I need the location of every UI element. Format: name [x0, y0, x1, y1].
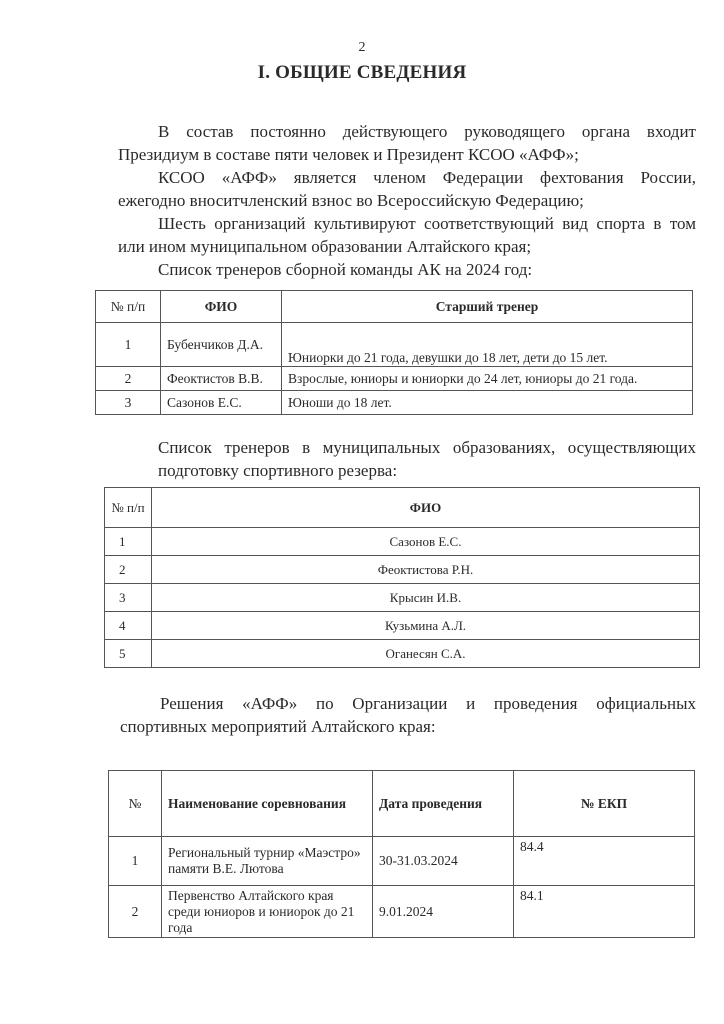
row-number: 1 [96, 323, 161, 367]
coach-name: Бубенчиков Д.А. [161, 323, 282, 367]
row-number: 1 [109, 837, 162, 886]
table-row [105, 640, 700, 668]
coach-name: Сазонов Е.С. [152, 528, 700, 556]
column-header: Дата проведения [373, 771, 514, 837]
row-number: 2 [105, 556, 152, 584]
table-row [96, 391, 693, 415]
competition-name: Первенство Алтайского края среди юниоров и юниорок до 21 года [162, 886, 373, 938]
municipal-coaches-table [104, 487, 700, 668]
paragraph-line: ежегодно вноситчленский взнос во Всероссийскую Федерацию; [118, 191, 584, 210]
column-header: Наименование соревнования [162, 771, 373, 837]
column-header: № ЕКП [514, 771, 695, 837]
coach-name: Сазонов Е.С. [161, 391, 282, 415]
coach-name: Кузьмина А.Л. [152, 612, 700, 640]
coach-name: Крысин И.В. [152, 584, 700, 612]
paragraph-line: Президиум в составе пяти человек и Президент КСОО «АФФ»; [118, 145, 579, 164]
competitions-table [108, 770, 695, 938]
column-header: ФИО [152, 488, 700, 528]
row-number: 2 [109, 886, 162, 938]
team-coaches-table [95, 290, 693, 415]
paragraph-line: Список тренеров сборной команды АК на 2024 год: [158, 260, 533, 279]
paragraph-membership [118, 166, 696, 212]
section-heading: I. ОБЩИЕ СВЕДЕНИЯ [257, 62, 467, 83]
column-header: № п/п [96, 291, 161, 323]
competition-date: 9.01.2024 [373, 886, 514, 938]
coach-name: Феоктистова Р.Н. [152, 556, 700, 584]
paragraph-line: Шесть организаций культивируют соответствующий вид спорта в том [158, 214, 696, 233]
paragraph-organizations [118, 212, 696, 258]
paragraph-line: или ином муниципальном образовании Алтайского края; [118, 237, 532, 256]
table-header-row [96, 291, 693, 323]
competition-name: Региональный турнир «Маэстро» памяти В.Е. Лютова [162, 837, 373, 886]
coach-name: Оганесян С.А. [152, 640, 700, 668]
table-row [96, 323, 693, 367]
row-number: 5 [105, 640, 152, 668]
table-row [109, 886, 695, 938]
column-header: Старший тренер [282, 291, 693, 323]
table-header-row [109, 771, 695, 837]
competition-date: 30-31.03.2024 [373, 837, 514, 886]
table-row [105, 584, 700, 612]
coach-groups: Юниорки до 21 года, девушки до 18 лет, дети до 15 лет. [282, 323, 693, 367]
column-header: № [109, 771, 162, 837]
table-row [105, 612, 700, 640]
row-number: 1 [105, 528, 152, 556]
row-number: 2 [96, 367, 161, 391]
row-number: 3 [105, 584, 152, 612]
paragraph-line: Список тренеров в муниципальных образованиях, осуществляющих [158, 438, 696, 457]
page-number: 2 [358, 40, 366, 55]
paragraph-competitions-intro [120, 692, 696, 738]
ekp-number: 84.4 [514, 837, 695, 886]
coach-groups: Юноши до 18 лет. [282, 391, 693, 415]
row-number: 4 [105, 612, 152, 640]
row-number: 3 [96, 391, 161, 415]
paragraph-line: подготовку спортивного резерва: [158, 461, 398, 480]
table-row [96, 367, 693, 391]
table-row [105, 556, 700, 584]
paragraph-line: Решения «АФФ» по Организации и проведения официальных [160, 694, 696, 713]
table-header-row [105, 488, 700, 528]
table-row [105, 528, 700, 556]
paragraph-line: КСОО «АФФ» является членом Федерации фехтования России, [158, 168, 696, 187]
paragraph-line: спортивных мероприятий Алтайского края: [120, 717, 436, 736]
coach-name: Феоктистов В.В. [161, 367, 282, 391]
table-row [109, 837, 695, 886]
paragraph-line: В состав постоянно действующего руководящего органа входит [158, 122, 696, 141]
paragraph-presidium [118, 120, 696, 166]
column-header: ФИО [161, 291, 282, 323]
coach-groups: Взрослые, юниоры и юниорки до 24 лет, юниоры до 21 года. [282, 367, 693, 391]
column-header: № п/п [105, 488, 152, 528]
ekp-number: 84.1 [514, 886, 695, 938]
paragraph-municipal-coaches-intro [158, 436, 696, 482]
paragraph-team-coaches-intro [118, 258, 696, 281]
